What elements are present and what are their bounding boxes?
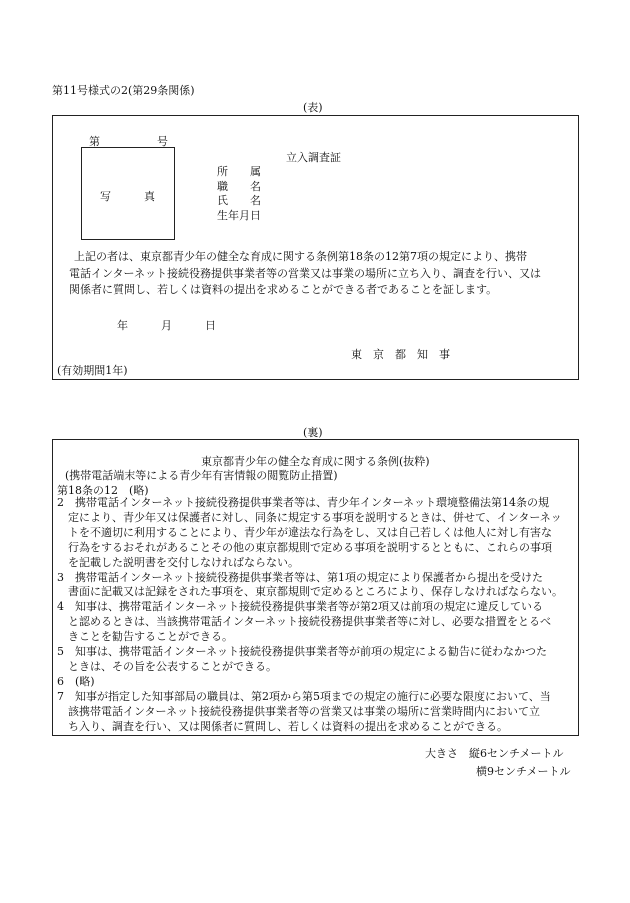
field-birthdate: 生年月日 bbox=[217, 208, 261, 222]
law-line: 書面に記載又は記録をされた事項を、東京都規則で定めるところにより、保存しなければならない。 bbox=[57, 585, 563, 599]
size-height: 大きさ 縦6センチメートル bbox=[425, 747, 564, 760]
holder-fields bbox=[217, 165, 261, 223]
number-dai: 第 bbox=[89, 135, 100, 148]
law-line: と認めるときは、当該携帯電話インターネット接続役務提供事業者等に対し、必要な措置をとるべ bbox=[57, 615, 552, 629]
field-name: 氏 名 bbox=[217, 194, 261, 207]
law-line: 5 知事は、携帯電話インターネット接続役務提供事業者等が前項の規定による勧告に従わなかつた bbox=[57, 645, 548, 659]
number-go: 号 bbox=[157, 135, 168, 148]
law-line: トを不適切に利用することにより、青少年が違法な行為をし、又は自己若しくは他人に対し有害な bbox=[57, 525, 552, 539]
photo-box bbox=[81, 147, 175, 240]
law-title: 東京都青少年の健全な育成に関する条例(抜粋) bbox=[201, 455, 430, 468]
law-line: 6 (略) bbox=[57, 674, 95, 688]
size-width: 横9センチメートル bbox=[476, 765, 571, 778]
validity: (有効期間1年) bbox=[57, 364, 128, 377]
field-title: 職 名 bbox=[217, 179, 261, 193]
law-line: 4 知事は、携帯電話インターネット接続役務提供事業者等が第2項又は前項の規定に違反している bbox=[57, 600, 544, 614]
law-line: 7 知事が指定した知事部局の職員は、第2項から第5項までの規定の施行に必要な限度において、当 bbox=[57, 689, 551, 703]
form-id: 第11号様式の2(第29条関係) bbox=[52, 84, 195, 97]
law-line: 定により、青少年又は保護者に対し、同条に規定する事項を説明するときは、併せて、インターネッ bbox=[57, 510, 562, 524]
photo-label: 写 真 bbox=[100, 190, 155, 203]
field-affiliation: 所 属 bbox=[217, 165, 261, 178]
issue-date: 年 月 日 bbox=[117, 319, 216, 332]
law-section: 第18条の12 (略) bbox=[57, 484, 149, 497]
cert-title: 立入調査証 bbox=[286, 151, 341, 164]
law-line: ときは、その旨を公表することができる。 bbox=[57, 659, 277, 673]
cert-body bbox=[69, 249, 574, 299]
issuer: 東 京 都 知 事 bbox=[351, 348, 450, 361]
law-line: 行為をするおそれがあることその他の東京都規則で定める事項を説明するとともに、これらの事項 bbox=[57, 540, 552, 554]
cert-body-line: 電話インターネット接続役務提供事業者等の営業又は事業の場所に立ち入り、調査を行い、又は bbox=[69, 266, 542, 280]
law-provisions bbox=[57, 496, 577, 735]
cert-body-line: 上記の者は、東京都青少年の健全な育成に関する条例第18条の12第7項の規定により、携帯 bbox=[74, 250, 527, 263]
front-side-label: (表) bbox=[303, 101, 323, 114]
law-line: 3 携帯電話インターネット接続役務提供事業者等は、第1項の規定により保護者から提出を受けた bbox=[57, 570, 544, 584]
law-line: を記載した説明書を交付しなければならない。 bbox=[57, 555, 299, 569]
law-line: ち入り、調査を行い、又は関係者に質問し、若しくは資料の提出を求めることができる。 bbox=[57, 719, 508, 733]
law-line: きことを勧告することができる。 bbox=[57, 630, 233, 644]
law-subtitle: (携帯電話端末等による青少年有害情報の閲覧防止措置) bbox=[65, 469, 338, 482]
law-line: 2 携帯電話インターネット接続役務提供事業者等は、青少年インターネット環境整備法第14条の規 bbox=[57, 496, 550, 509]
law-line: 該携帯電話インターネット接続役務提供事業者等の営業又は事業の場所に営業時間内において立 bbox=[57, 704, 541, 718]
back-card bbox=[52, 439, 579, 736]
back-side-label: (裏) bbox=[303, 426, 323, 439]
front-card bbox=[52, 115, 579, 380]
cert-body-line: 関係者に質問し、若しくは資料の提出を求めることができる者であることを証します。 bbox=[69, 283, 498, 296]
